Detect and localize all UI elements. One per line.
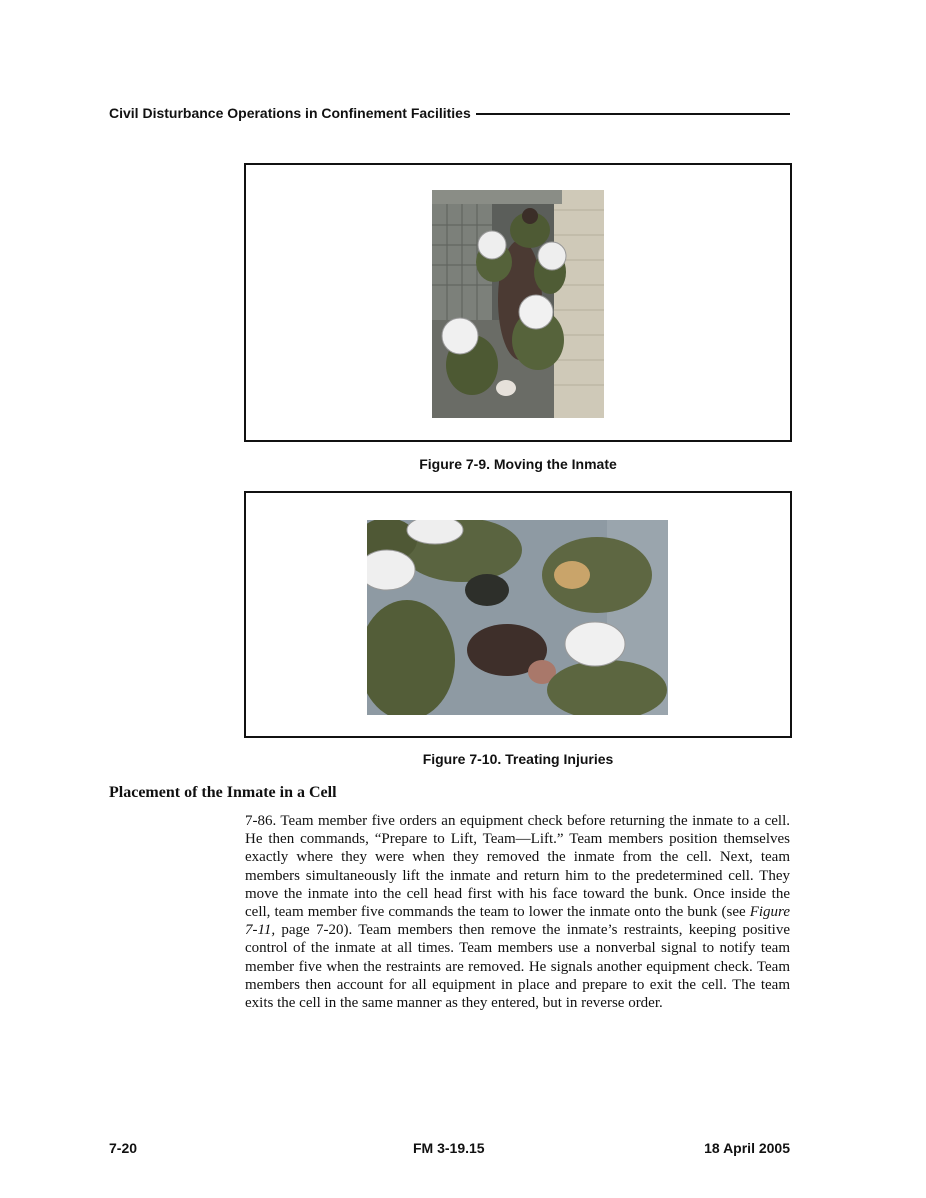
header-rule — [476, 113, 790, 115]
section-heading: Placement of the Inmate in a Cell — [109, 784, 337, 801]
figure-7-9-photo — [432, 190, 604, 418]
page-number: 7-20 — [109, 1140, 138, 1156]
running-header: Civil Disturbance Operations in Confinement Facilities — [109, 105, 471, 121]
paragraph-7-86 — [245, 812, 790, 1012]
paragraph-text-part-2: page 7-20). Team members then remove the inmate’s restraints, keeping positive control of the inmate at all times. Team members use a nonverbal signal to notify team member five when the restraints are removed. He signals another equipment check. Team members then account for all equipment in place and prepare to exit the cell. The team exits the cell in the same manner as they entered, but in reverse order. — [245, 922, 790, 1012]
figure-7-9-frame — [244, 163, 792, 442]
figure-reference: Figure 7-11, — [245, 904, 790, 939]
publication-date: 18 April 2005 — [704, 1140, 790, 1156]
paragraph-text-part-1: 7-86. Team member five orders an equipment check before returning the inmate to a cell. He then commands, “Prepare to Lift, Team—Lift.” Team members position themselves exactly where they were when they removed the inmate from the cell. Next, team members simultaneously lift the inmate and return him to the predetermined cell. They move the inmate into the cell head first with his face toward the bunk. Once inside the cell, team member five commands the team to lower the inmate onto the bunk (see — [245, 813, 790, 921]
figure-7-10-frame — [244, 491, 792, 738]
figure-7-9-caption: Figure 7-9. Moving the Inmate — [419, 456, 617, 472]
manual-number: FM 3-19.15 — [413, 1140, 485, 1156]
figure-7-10-caption: Figure 7-10. Treating Injuries — [422, 751, 614, 767]
figure-7-10-photo — [367, 520, 668, 715]
